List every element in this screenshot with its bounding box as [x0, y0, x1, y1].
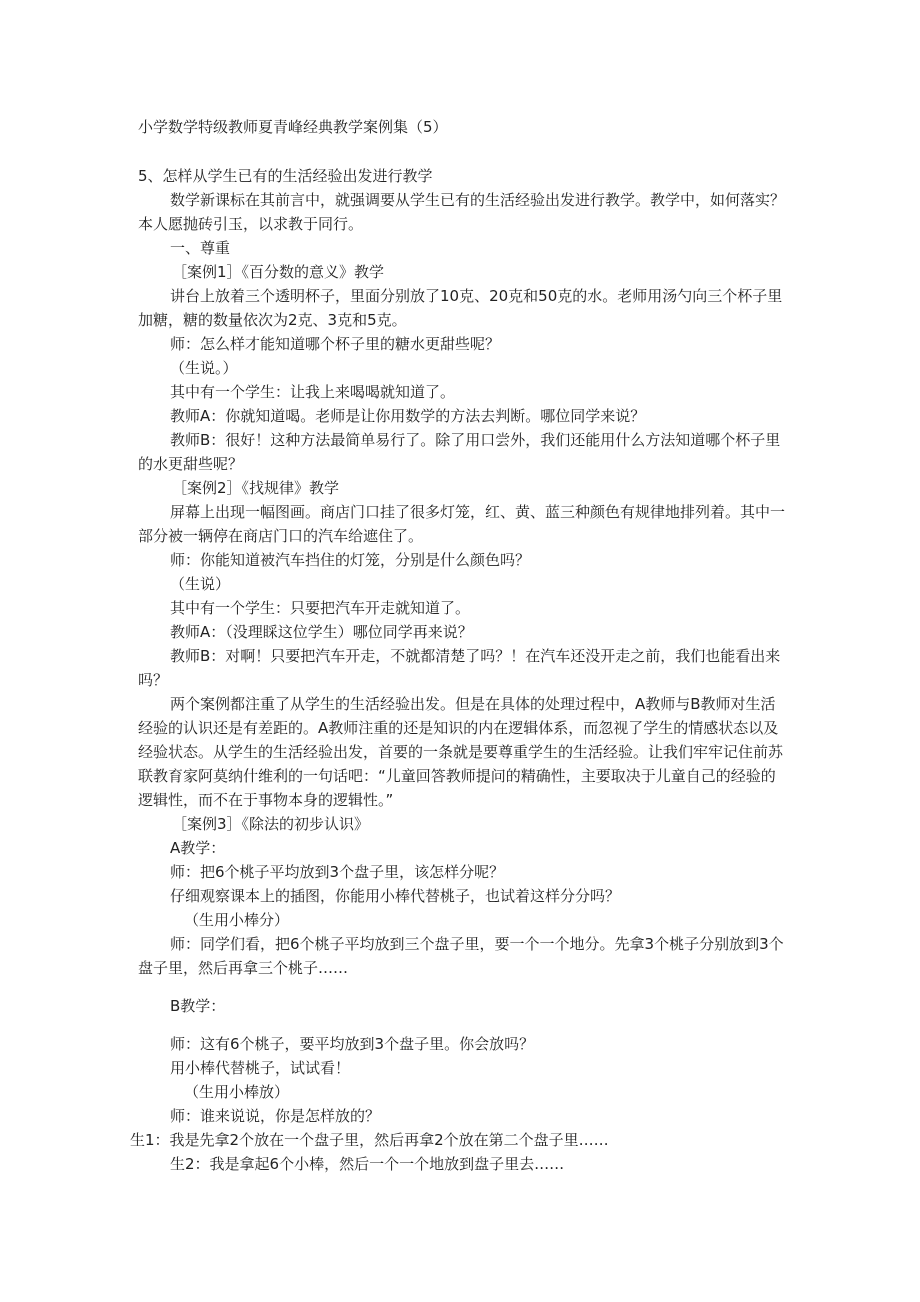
analysis-paragraph: 两个案例都注重了从学生的生活经验出发。但是在具体的处理过程中，A教师与B教师对生活经验的认识还是有差距的。A教师注重的还是知识的内在逻辑体系，而忽视了学生的情感状态以及经验状态。从学生的生活经验出发，首要的一条就是要尊重学生的生活经验。让我们牢牢记住前苏联教育家阿莫纳什维利的一句话吧：“儿童回答教师提问的精确性，主要取决于儿童自己的经验的逻辑性，而不在于事物本身的逻辑性。” [138, 695, 784, 809]
case-3-a-label: A教学： [170, 839, 226, 857]
document-body [130, 164, 786, 1176]
case-3-b-student-1: 生1：我是先拿2个放在一个盘子里，然后再拿2个放在第二个盘子里…… [130, 1131, 609, 1149]
case-3-title: ［案例3］《除法的初步认识》 [172, 815, 370, 833]
case-1-student-answer: 其中有一个学生：让我上来喝喝就知道了。 [170, 383, 456, 401]
case-2-teacher-b: 教师B：对啊！只要把汽车开走，不就都清楚了吗？！在汽车还没开走之前，我们也能看出来吗？ [138, 647, 781, 689]
case-1-teacher-b: 教师B：很好！这种方法最简单易行了。除了用口尝外，我们还能用什么方法知道哪个杯子里的水更甜些呢？ [138, 431, 781, 473]
case-3-b-teacher-3: 师：谁来说说，你是怎样放的？ [170, 1107, 381, 1125]
case-3-a-students: （生用小棒分） [184, 911, 290, 929]
case-1-teacher-question: 师：怎么样才能知道哪个杯子里的糖水更甜些呢？ [170, 335, 501, 353]
intro-paragraph: 数学新课标在其前言中，就强调要从学生已有的生活经验出发进行教学。教学中，如何落实？本人愿抛砖引玉，以求教于同行。 [138, 191, 786, 233]
case-2-title: ［案例2］《找规律》教学 [172, 479, 340, 497]
subheading-respect: 一、尊重 [170, 239, 231, 257]
case-3-b-student-2: 生2：我是拿起6个小棒，然后一个一个地放到盘子里去…… [170, 1155, 565, 1173]
case-3-b-label: B教学： [170, 997, 226, 1015]
case-2-students-speak: （生说） [170, 575, 231, 593]
case-3-b-students: （生用小棒放） [184, 1083, 290, 1101]
case-2-student-answer: 其中有一个学生：只要把汽车开走就知道了。 [170, 599, 471, 617]
case-2-scene: 屏幕上出现一幅图画。商店门口挂了很多灯笼，红、黄、蓝三种颜色有规律地排列着。其中一部分被一辆停在商店门口的汽车给遮住了。 [138, 503, 786, 545]
case-3-b-teacher-1: 师：这有6个桃子，要平均放到3个盘子里。你会放吗？ [170, 1035, 535, 1053]
case-3-b-teacher-2: 用小棒代替桃子，试试看！ [170, 1059, 351, 1077]
case-3-a-teacher-3: 师：同学们看，把6个桃子平均放到三个盘子里，要一个一个地分。先拿3个桃子分别放到3个盘子里，然后再拿三个桃子…… [138, 935, 784, 977]
case-3-a-teacher-1: 师：把6个桃子平均放到3个盘子里，该怎样分呢？ [170, 863, 505, 881]
case-3-a-teacher-2: 仔细观察课本上的插图，你能用小棒代替桃子，也试着这样分分吗？ [170, 887, 621, 905]
document-title: 小学数学特级教师夏青峰经典教学案例集（5） [138, 118, 448, 136]
case-1-title: ［案例1］《百分数的意义》教学 [172, 263, 385, 281]
case-1-students-speak: （生说。） [170, 359, 238, 377]
case-2-teacher-question: 师：你能知道被汽车挡住的灯笼，分别是什么颜色吗？ [170, 551, 531, 569]
case-1-scene: 讲台上放着三个透明杯子，里面分别放了10克、20克和50克的水。老师用汤勺向三个杯子里加糖，糖的数量依次为2克、3克和5克。 [138, 287, 783, 329]
case-2-teacher-a: 教师A：（没理睬这位学生）哪位同学再来说？ [170, 623, 473, 641]
case-1-teacher-a: 教师A：你就知道喝。老师是让你用数学的方法去判断。哪位同学来说？ [170, 407, 646, 425]
section-heading: 5、怎样从学生已有的生活经验出发进行教学 [138, 167, 433, 185]
